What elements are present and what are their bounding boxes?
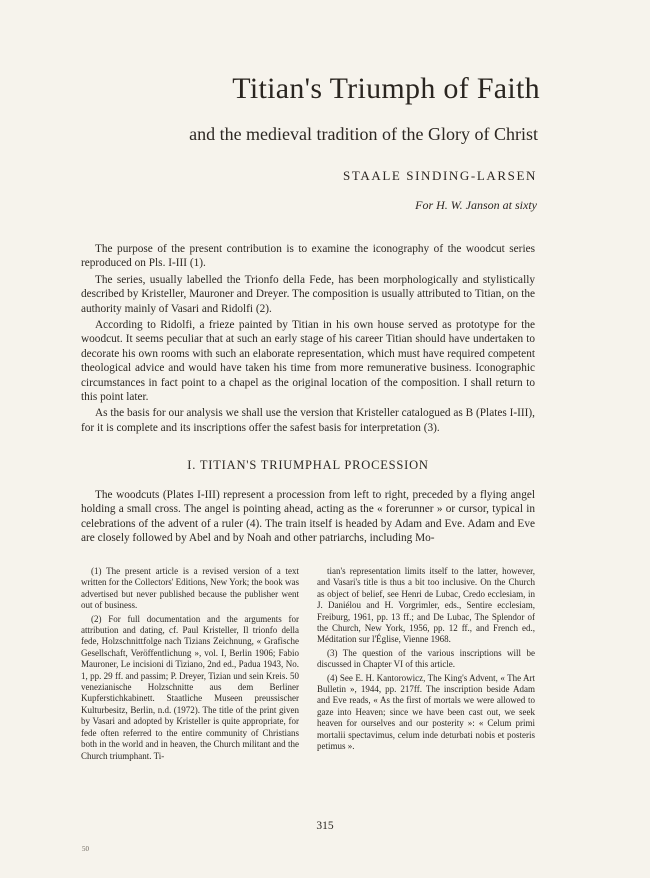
paragraph: The series, usually labelled the Trionfo della Fede, has been morphologically and stylistically described by Kristeller, Mauroner and Dreyer. The composition is usually attributed to Titian, on the authority mainly of Vasari and Ridolfi (2). [81, 273, 535, 315]
footnote: (4) See E. H. Kantorowicz, The King's Advent, « The Art Bulletin », 1944, pp. 217ff. The inscription beside Adam and Eve reads, « As the first of mortals we were allowed to gaze into Heaven; since we have been cast out, we seek heaven for ourselves and our posterity »: « Celum primi mortalii spectavimus, celum inde deturbati nobis et posteris petimus ». [317, 672, 535, 752]
section-text [81, 488, 535, 546]
paragraph: The woodcuts (Plates I-III) represent a procession from left to right, preceded by a flying angel holding a small cross. The angel is pointing ahead, acting as the « forerunner » or cursor, typical in celebrations of the advent of a ruler (4). The train itself is headed by Adam and Eve. Adam and Eve are closely followed by Abel and by Noah and other patriarchs, including Mo- [81, 489, 535, 545]
section-heading: I. TITIAN'S TRIUMPHAL PROCESSION [187, 458, 429, 472]
intro-text [81, 242, 535, 437]
paragraph: As the basis for our analysis we shall use the version that Kristeller catalogued as B (Plates I-III), for it is complete and its inscriptions offer the safest basis for interpretation (3). [81, 407, 535, 434]
footnote: tian's representation limits itself to the latter, however, and Vasari's title is thus a bit too inclusive. On the Church as object of belief, see Henri de Lubac, Credo ecclesiam, in J. Daniélou and H. Vorgrimler, eds., Sentire ecclesiam, Freiburg, 1961, pp. 13 ff.; and De Lubac, The Splendor of the Church, New York, 1956, pp. 12 ff., and French ed., Méditation sur l'Église, Vienne 1968. [317, 566, 535, 645]
footnotes [81, 566, 535, 764]
article-title: Titian's Triumph of Faith [232, 72, 540, 105]
footnote: (1) The present article is a revised version of a text written for the Collectors' Editions, New York; the book was advertised but never published because the publisher went out of business. [81, 566, 299, 611]
footnotes-right-column [317, 566, 535, 764]
author-name: STAALE SINDING-LARSEN [343, 168, 537, 183]
footnotes-left-column [81, 566, 299, 764]
article-subtitle: and the medieval tradition of the Glory of Christ [189, 124, 538, 144]
signature-mark: 50 [82, 845, 89, 853]
footnote: (3) The question of the various inscriptions will be discussed in Chapter VI of this article. [317, 647, 535, 670]
footnote: (2) For full documentation and the arguments for attribution and dating, cf. Paul Kristeller, Il trionfo della fede, Holzschnittfolge nach Tizians Zeichnung, « Grafische Gesellschaft, Veröffentlichung », vol. I, Berlin 1906; Fabio Mauroner, Le incisioni di Tiziano, 2nd ed., Padua 1943, No. 1, pp. 29 ff. and passim; P. Dreyer, Tizian und sein Kreis. 50 venezianische Holzschnitte aus dem Berliner Kupferstichkabinett. Staatliche Museen preussischer Kulturbesitz, Berlin, n.d. (1972). The title of the print given by Vasari and adopted by Kristeller is quite appropriate, for fede often referred to the entire community of Christians both in the world and in heaven, the Church militant and the Church triumphant. Ti- [81, 613, 299, 761]
paragraph: According to Ridolfi, a frieze painted by Titian in his own house served as prototype for the woodcut. It seems peculiar that at such an early stage of his career Titian should have undertaken to decorate his own rooms with such an elaborate representation, which must have required competent theological advice and would have taken his time from more remunerative business. Iconographic circumstances in fact point to a chapel as the original location of the composition. I shall return to this point later. [81, 319, 535, 404]
page-number: 315 [316, 820, 334, 832]
dedication: For H. W. Janson at sixty [415, 198, 537, 212]
paragraph: The purpose of the present contribution is to examine the iconography of the woodcut series reproduced on Pls. I-III (1). [81, 243, 535, 270]
